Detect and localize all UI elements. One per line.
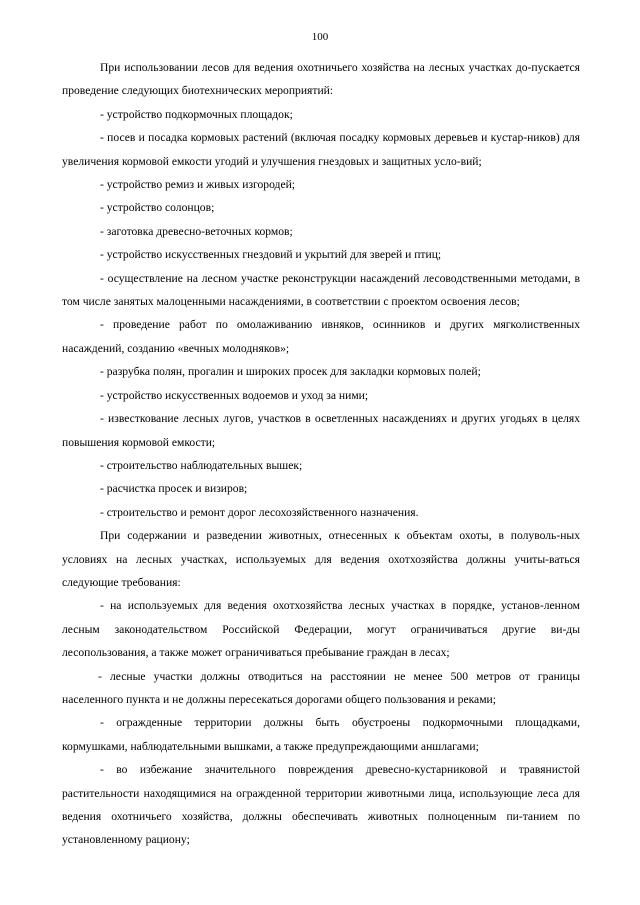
paragraph-intro: При использовании лесов для ведения охотничьего хозяйства на лесных участках до-пускается проведение следующих биотехнических мероприятий:: [62, 61, 580, 98]
list-item: - осуществление на лесном участке реконструкции насаждений лесоводственными методами, в том числе занятых малоценными насаждениями, в соответствии с проектом освоения лесов;: [62, 271, 580, 309]
list-item: - посев и посадка кормовых растений (включая посадку кормовых деревьев и кустар-ников) для увеличения кормовой емкости угодий и улучшения гнездовых и защитных усло-вий;: [62, 131, 580, 168]
list-item: - известкование лесных лугов, участков в осветленных насаждениях и других угодьях в целях повышения кормовой емкости;: [62, 412, 580, 449]
list-item: - разрубка полян, прогалин и широких просек для закладки кормовых полей;: [100, 365, 481, 379]
list-item: - на используемых для ведения охотхозяйства лесных участках в порядке, установ-ленном лесным законодательством Российской Федерации, могут ограничиваться другие ви-ды лесопользования, а также может ограничиваться пребывание граждан в лесах;: [62, 599, 580, 660]
list-item: - устройство ремиз и живых изгородей;: [100, 178, 296, 192]
list-item: - строительство и ремонт дорог лесохозяйственного назначения.: [100, 505, 419, 519]
list-item: - устройство искусственных гнездовий и укрытий для зверей и птиц;: [100, 248, 442, 262]
list-item: - лесные участки должны отводиться на расстоянии не менее 500 метров от границы населенного пункта и не должны пересекаться дорогами общего пользования и реками;: [62, 669, 580, 706]
list-item: - во избежание значительного повреждения древесно-кустарниковой и травянистой растительности находящимися на огражденной территории животными лица, использующие леса для ведения охотничьего хозяйства, должны обеспечивать животных полноценным пи-танием по установленному рациону;: [62, 763, 580, 847]
list-item: - строительство наблюдательных вышек;: [100, 458, 303, 472]
list-item: - проведение работ по омолаживанию ивняков, осинников и других мягколиственных насаждений, созданию «вечных молодняков»;: [62, 318, 580, 355]
document-body: [62, 56, 580, 852]
list-item: - огражденные территории должны быть обустроены подкормочными площадками, кормушками, наблюдательными вышками, а также предупреждающими аншлагами;: [62, 716, 580, 753]
page-number: 100: [311, 31, 329, 43]
list-item: - устройство подкормочных площадок;: [100, 107, 293, 121]
paragraph-requirements: При содержании и разведении животных, отнесенных к объектам охоты, в полуволь-ных условиях на лесных участках, используемых для ведения охотхозяйства должны учиты-ваться следующие требования:: [62, 529, 580, 589]
list-item: - устройство солонцов;: [100, 201, 215, 215]
list-item: - устройство искусственных водоемов и уход за ними;: [100, 388, 369, 402]
list-item: - расчистка просек и визиров;: [100, 482, 248, 496]
list-item: - заготовка древесно-веточных кормов;: [100, 224, 293, 238]
